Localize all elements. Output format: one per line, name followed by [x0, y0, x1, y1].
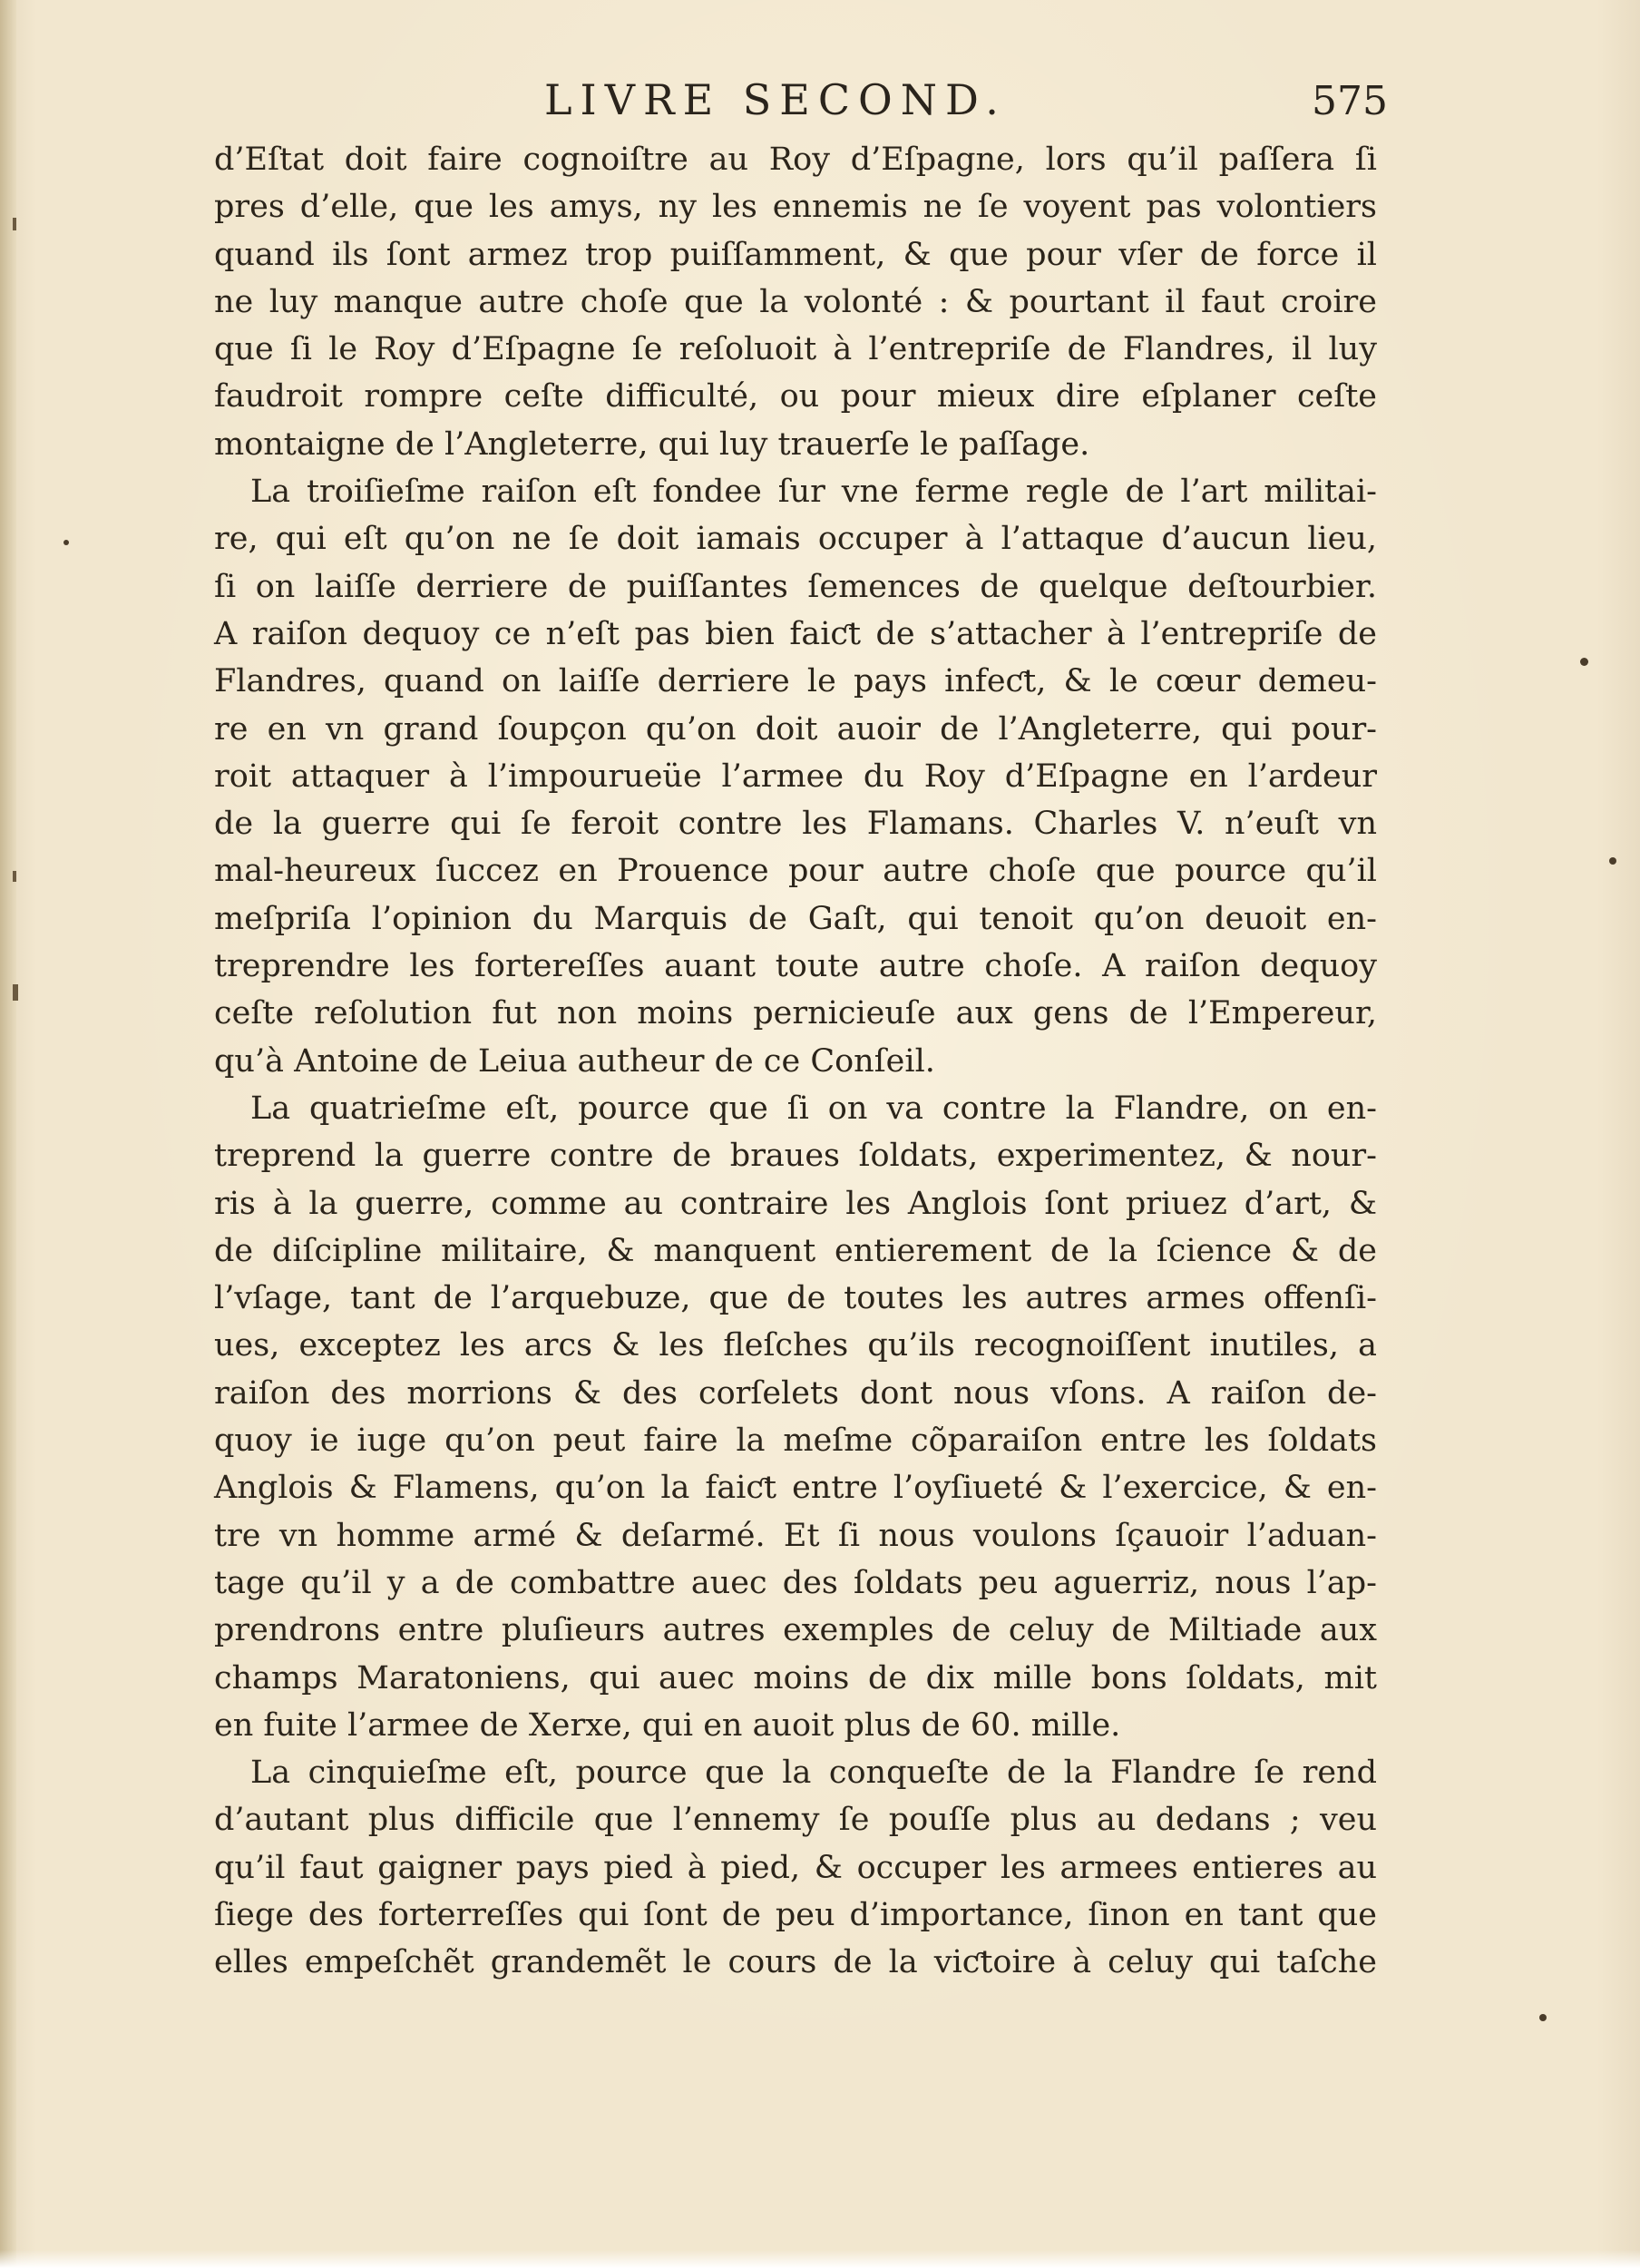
text-line: A raiſon dequoy ce n’eſt pas bien faiƈt de s’attacher à l’entrepriſe de	[214, 615, 1377, 652]
text-line: quoy ie iuge qu’on peut faire la meſme cõparaiſon entre les ſoldats	[214, 1422, 1377, 1460]
text-line: ne luy manque autre choſe que la volonté : & pourtant il faut croire	[214, 283, 1377, 320]
ink-speck	[1539, 2014, 1547, 2021]
text-line: qu’il faut gaigner pays pied à pied, & occuper les armees entieres au	[214, 1849, 1377, 1886]
text-line: elles empeſchẽt grandemẽt le cours de la viƈtoire à celuy qui taſche	[214, 1944, 1377, 1981]
ink-speck	[1580, 658, 1588, 666]
text-line: ſiege des forterreſſes qui ſont de peu d’importance, ſinon en tant que	[214, 1896, 1377, 1933]
text-line: mal-heureux ſuccez en Prouence pour autre choſe que pource qu’il	[214, 853, 1377, 890]
text-line: ris à la guerre, comme au contraire les Anglois ſont priuez d’art, &	[214, 1185, 1377, 1222]
text-line: tre vn homme armé & deſarmé. Et ſi nous voulons ſçauoir l’aduan-	[214, 1517, 1377, 1554]
margin-mark	[13, 984, 18, 1001]
paragraph-start: La troiſieſme raiſon eſt fondee ſur vne ferme regle de l’art militai-	[250, 474, 1377, 511]
text-line: treprendre les fortereſſes auant toute autre choſe. A raiſon dequoy	[214, 948, 1377, 985]
text-line: qu’à Antoine de Leiua autheur de ce Conſeil.	[214, 1042, 935, 1080]
margin-mark	[13, 218, 16, 230]
text-line: de la guerre qui ſe feroit contre les Flamans. Charles V. n’euſt vn	[214, 806, 1377, 843]
running-title: LIVRE SECOND.	[544, 75, 1007, 124]
text-line: prendrons entre pluſieurs autres exemples de celuy de Miltiade aux	[214, 1612, 1377, 1649]
text-line: re en vn grand ſoupçon qu’on doit auoir de l’Angleterre, qui pour-	[214, 710, 1377, 748]
text-line: l’vſage, tant de l’arquebuze, que de toutes les autres armes offenſi-	[214, 1280, 1377, 1317]
binding-gutter	[0, 0, 16, 2268]
text-line: meſpriſa l’opinion du Marquis de Gaſt, qui tenoit qu’on deuoit en-	[214, 900, 1377, 937]
text-line: d’autant plus difficile que l’ennemy ſe pouſſe plus au dedans ; veu	[214, 1802, 1377, 1839]
text-line: champs Maratoniens, qui auec moins de dix mille bons ſoldats, mit	[214, 1659, 1377, 1696]
text-line: ceſte reſolution fut non moins pernicieuſe aux gens de l’Empereur,	[214, 995, 1377, 1032]
ink-speck	[63, 540, 69, 545]
text-line: d’Eſtat doit faire cognoiſtre au Roy d’Eſpagne, lors qu’il paſſera ſi	[214, 142, 1377, 178]
running-head	[209, 65, 1388, 129]
page-number: 575	[1312, 78, 1388, 124]
text-line: de diſcipline militaire, & manquent entierement de la ſcience & de	[214, 1232, 1377, 1269]
text-line: Flandres, quand on laiſſe derriere le pays infeƈt, & le cœur demeu-	[214, 663, 1377, 700]
text-line: raiſon des morrions & des corſelets dont nous vſons. A raiſon de-	[214, 1374, 1377, 1412]
ink-speck	[1609, 857, 1616, 865]
text-line: que ſi le Roy d’Eſpagne ſe reſoluoit à l’entrepriſe de Flandres, il luy	[214, 331, 1377, 368]
text-line: en fuite l’armee de Xerxe, qui en auoit plus de 60. mille.	[214, 1706, 1121, 1744]
text-line: re, qui eſt qu’on ne ſe doit iamais occuper à l’attaque d’aucun lieu,	[214, 521, 1377, 558]
page-edge	[0, 2250, 1640, 2268]
body-text	[214, 136, 1377, 1987]
text-line: pres d’elle, que les amys, ny les ennemis ne ſe voyent pas volontiers	[214, 189, 1377, 226]
text-line: ues, exceptez les arcs & les fleſches qu’ils recognoiſſent inutiles, a	[214, 1327, 1377, 1364]
text-line: quand ils ſont armez trop puiſſamment, & que pour vſer de force il	[214, 236, 1377, 273]
text-line: Anglois & Flamens, qu’on la faiƈt entre l’oyſiueté & l’exercice, & en-	[214, 1470, 1377, 1507]
text-line: faudroit rompre ceſte difficulté, ou pour mieux dire eſplaner ceſte	[214, 378, 1377, 415]
paragraph-start: La quatrieſme eſt, pource que ſi on va contre la Flandre, on en-	[250, 1090, 1377, 1127]
margin-mark	[13, 871, 16, 882]
text-line: montaigne de l’Angleterre, qui luy trauerſe le paſſage.	[214, 425, 1090, 463]
text-line: tage qu’il y a de combattre auec des ſoldats peu aguerriz, nous l’ap-	[214, 1564, 1377, 1601]
text-line: ſi on laiſſe derriere de puiſſantes ſemences de quelque deſtourbier.	[214, 568, 1377, 605]
paragraph-start: La cinquieſme eſt, pource que la conqueſte de la Flandre ſe rend	[250, 1755, 1377, 1792]
text-line: roit attaquer à l’impourueüe l’armee du Roy d’Eſpagne en l’ardeur	[214, 758, 1377, 795]
text-line: treprend la guerre contre de braues ſoldats, experimentez, & nour-	[214, 1138, 1377, 1175]
